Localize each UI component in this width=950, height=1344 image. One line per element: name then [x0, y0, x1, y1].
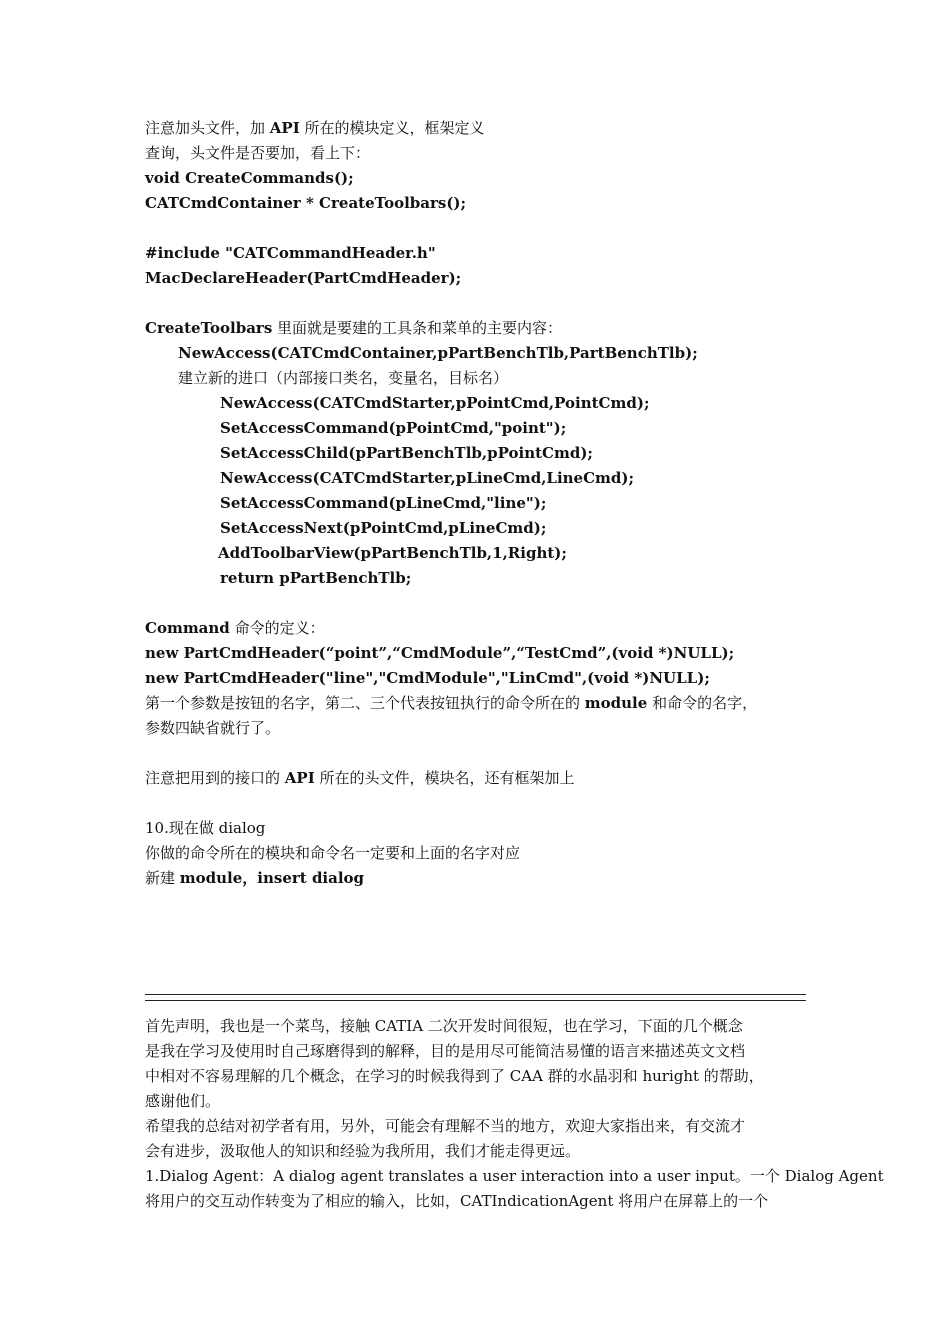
text: 所在的头文件，模块名，还有框架加上 — [314, 769, 575, 787]
text-bold: Command — [145, 619, 230, 637]
paragraph-line: 希望我的总结对初学者有用，另外，可能会有理解不当的地方，欢迎大家指出来，有交流才 — [145, 1117, 746, 1135]
text: 里面就是要建的工具条和菜单的主要内容： — [272, 319, 563, 337]
code-header-line: new PartCmdHeader("line","CmdModule","LinCmd",(void *)NULL); — [145, 669, 710, 687]
text: 第一个参数是按钮的名字，第二、三个代表按钮执行的命令所在的 — [145, 694, 585, 712]
text-bold: module — [584, 694, 648, 712]
paragraph-line: 是我在学习及使用时自己琢磨得到的解释，目的是用尽可能简洁易懂的语言来描述英文文档 — [145, 1042, 746, 1060]
code-line: NewAccess(CATCmdStarter,pLineCmd,LineCmd); — [220, 469, 635, 487]
text: 新建 — [145, 869, 180, 887]
line-dialog-note: 你做的命令所在的模块和命令名一定要和上面的名字对应 — [145, 844, 521, 862]
line-toolbar-intro — [145, 318, 810, 338]
separator-line — [145, 994, 806, 1001]
paragraph-line: 感谢他们。 — [145, 1092, 221, 1110]
code-mac-declare: MacDeclareHeader(PartCmdHeader); — [145, 269, 462, 287]
line-dialog-step: 10.现在做 dialog — [145, 819, 266, 837]
text-bold: module，insert dialog — [179, 869, 365, 887]
code-line: AddToolbarView(pPartBenchTlb,1,Right); — [218, 544, 567, 562]
line-header-note — [145, 118, 810, 138]
text: 和命令的名字， — [647, 694, 758, 712]
code-line: NewAccess(CATCmdStarter,pPointCmd,PointCmd); — [220, 394, 650, 412]
paragraph-line: 首先声明，我也是一个菜鸟，接触 CATIA 二次开发时间很短，也在学习，下面的几个概念 — [145, 1017, 743, 1035]
line-param-explain — [145, 693, 810, 713]
text: 注意加头文件，加 — [145, 119, 270, 137]
line-access-note: 建立新的进口（内部接口类名，变量名，目标名） — [178, 369, 509, 387]
line-param-default: 参数四缺省就行了。 — [145, 719, 281, 737]
code-create-commands: void CreateCommands(); — [145, 169, 354, 187]
line-command-definition — [145, 618, 810, 638]
code-line: return pPartBenchTlb; — [220, 569, 412, 587]
text-bold: CreateToolbars — [145, 319, 273, 337]
text-bold: API — [284, 769, 315, 787]
code-create-toolbars: CATCmdContainer * CreateToolbars(); — [145, 194, 467, 212]
code-line: SetAccessChild(pPartBenchTlb,pPointCmd); — [220, 444, 593, 462]
text: 注意把用到的接口的 — [145, 769, 285, 787]
code-include: #include "CATCommandHeader.h" — [145, 244, 436, 262]
text: 命令的定义： — [229, 619, 325, 637]
text: 所在的模块定义，框架定义 — [299, 119, 485, 137]
paragraph-line: 将用户的交互动作转变为了相应的输入，比如，CATIndicationAgent 将用户在屏幕上的一个 — [145, 1192, 769, 1210]
paragraph-line: 中相对不容易理解的几个概念，在学习的时候我得到了 CAA 群的水晶羽和 huright 的帮助， — [145, 1067, 764, 1085]
line-query-note: 查询，头文件是否要加，看上下： — [145, 144, 371, 162]
code-header-point: new PartCmdHeader(“point”,“CmdModule”,“TestCmd”,(void *)NULL); — [145, 644, 735, 662]
code-line: SetAccessNext(pPointCmd,pLineCmd); — [220, 519, 547, 537]
paragraph-line: 1.Dialog Agent：A dialog agent translates a user interaction into a user input。一个 Dialog Agent — [145, 1167, 884, 1185]
line-new-module — [145, 868, 810, 888]
code-line: SetAccessCommand(pLineCmd,"line"); — [220, 494, 547, 512]
paragraph-line: 会有进步，汲取他人的知识和经验为我所用，我们才能走得更远。 — [145, 1142, 581, 1160]
line-api-note — [145, 768, 810, 788]
code-line: SetAccessCommand(pPointCmd,"point"); — [220, 419, 567, 437]
code-new-access-container: NewAccess(CATCmdContainer,pPartBenchTlb,PartBenchTlb); — [178, 344, 698, 362]
text-bold: API — [269, 119, 300, 137]
